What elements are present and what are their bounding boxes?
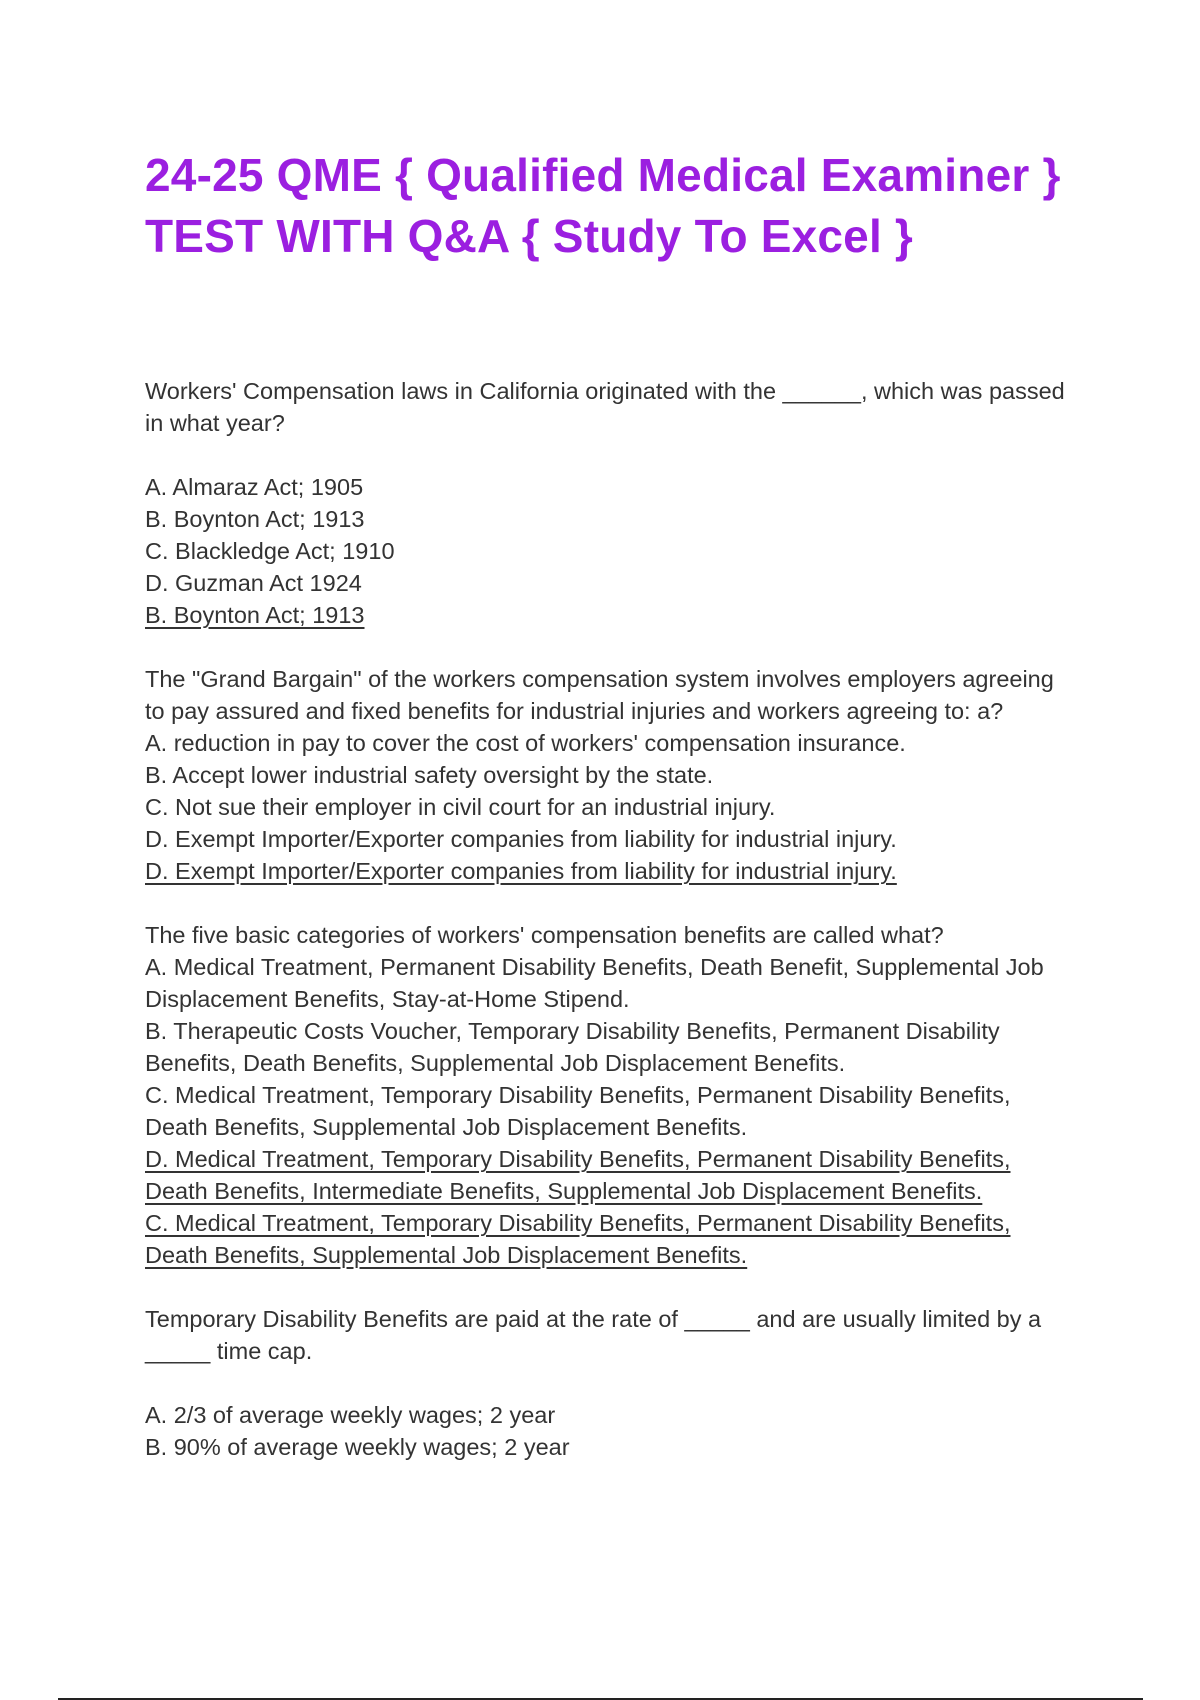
question-list	[145, 375, 1095, 1463]
question-3-answer-c-line-1: C. Medical Treatment, Temporary Disability Benefits, Permanent Disability Benefits,	[145, 1210, 1011, 1236]
question-1-option-b: B. Boynton Act; 1913	[145, 506, 365, 532]
question-1-option-a: A. Almaraz Act; 1905	[145, 474, 364, 500]
question-4-option-a: A. 2/3 of average weekly wages; 2 year	[145, 1402, 556, 1428]
question-3-option-c-line-1: C. Medical Treatment, Temporary Disability Benefits, Permanent Disability Benefits,	[145, 1082, 1011, 1108]
question-4-prompt-line-1: Temporary Disability Benefits are paid at the rate of _____ and are usually limited by a	[145, 1306, 1042, 1332]
question-3-answer-line-1	[145, 1143, 1095, 1175]
question-3-prompt-line-1: The five basic categories of workers' compensation benefits are called what?	[145, 922, 944, 948]
question-3-answer-line-2	[145, 1175, 1095, 1207]
question-3	[145, 919, 1095, 1271]
document-page	[145, 145, 1095, 1495]
question-2	[145, 663, 1095, 887]
question-1-answer-line	[145, 599, 1095, 631]
question-3-option-b-line-2: Benefits, Death Benefits, Supplemental Job Displacement Benefits.	[145, 1050, 846, 1076]
question-1-prompt-line-1: Workers' Compensation laws in California originated with the ______, which was passed	[145, 378, 1065, 404]
question-1-option-d: D. Guzman Act 1924	[145, 570, 362, 596]
question-2-prompt-line-2: to pay assured and fixed benefits for industrial injuries and workers agreeing to: a?	[145, 698, 1004, 724]
question-1	[145, 375, 1095, 631]
question-3-answer-line-4	[145, 1239, 1095, 1271]
question-3-option-c-line-2: Death Benefits, Supplemental Job Displacement Benefits.	[145, 1114, 748, 1140]
title-line-1: 24-25 QME { Qualified Medical Examiner }	[145, 149, 1061, 201]
question-4	[145, 1303, 1095, 1463]
question-2-option-d: D. Exempt Importer/Exporter companies from liability for industrial injury.	[145, 826, 897, 852]
question-3-answer-d-line-2: Death Benefits, Intermediate Benefits, Supplemental Job Displacement Benefits.	[145, 1178, 983, 1204]
question-3-option-a-line-2: Displacement Benefits, Stay-at-Home Stipend.	[145, 986, 630, 1012]
question-3-option-b-line-1: B. Therapeutic Costs Voucher, Temporary Disability Benefits, Permanent Disability	[145, 1018, 1000, 1044]
question-1-option-c: C. Blackledge Act; 1910	[145, 538, 395, 564]
question-2-option-b: B. Accept lower industrial safety oversight by the state.	[145, 762, 714, 788]
question-2-answer: D. Exempt Importer/Exporter companies from liability for industrial injury.	[145, 858, 897, 884]
question-1-prompt-line-2: in what year?	[145, 410, 285, 436]
title-line-2: TEST WITH Q&A { Study To Excel }	[145, 210, 914, 262]
question-3-answer-d-line-1: D. Medical Treatment, Temporary Disability Benefits, Permanent Disability Benefits,	[145, 1146, 1011, 1172]
question-2-option-a: A. reduction in pay to cover the cost of workers' compensation insurance.	[145, 730, 906, 756]
question-3-answer-c-line-2: Death Benefits, Supplemental Job Displacement Benefits.	[145, 1242, 748, 1268]
question-3-option-a-line-1: A. Medical Treatment, Permanent Disability Benefits, Death Benefit, Supplemental Job	[145, 954, 1044, 980]
question-2-answer-line	[145, 855, 1095, 887]
question-3-answer-line-3	[145, 1207, 1095, 1239]
question-2-prompt-line-1: The "Grand Bargain" of the workers compensation system involves employers agreeing	[145, 666, 1054, 692]
document-title	[145, 145, 1095, 267]
question-4-prompt-line-2: _____ time cap.	[145, 1338, 313, 1364]
question-4-option-b: B. 90% of average weekly wages; 2 year	[145, 1434, 570, 1460]
question-2-option-c: C. Not sue their employer in civil court for an industrial injury.	[145, 794, 776, 820]
question-1-answer: B. Boynton Act; 1913	[145, 602, 365, 628]
